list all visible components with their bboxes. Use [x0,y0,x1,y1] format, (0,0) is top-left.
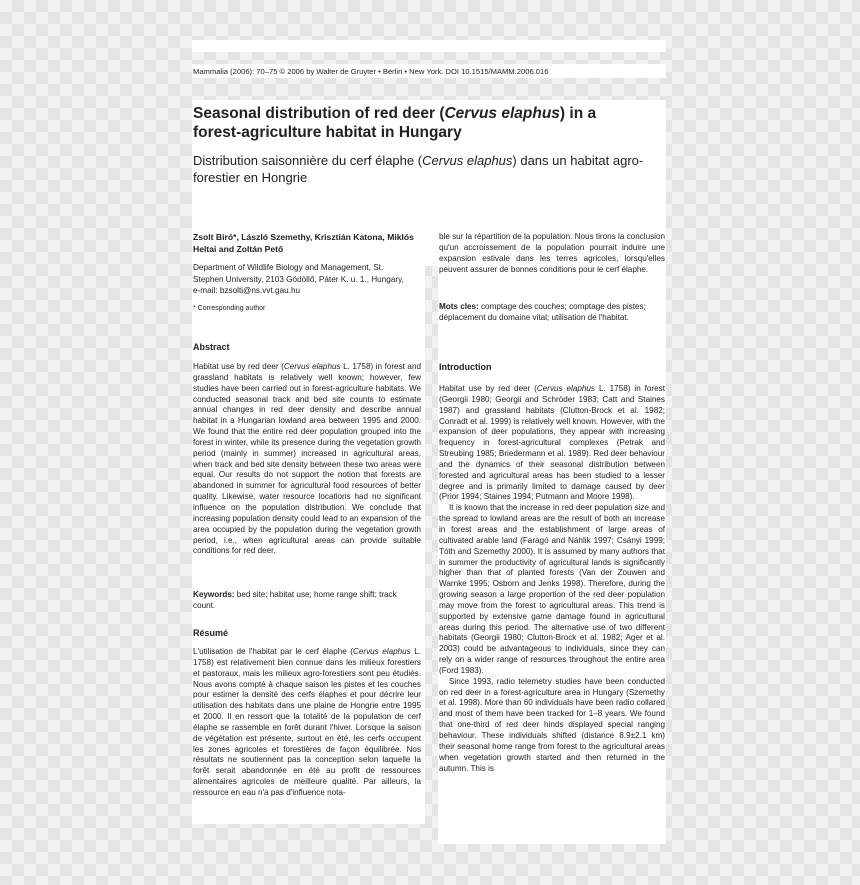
mots-cles: Mots cles: comptage des couches; comptage des pistes; déplacement du domaine vital; utilisation de l'habitat. [439,302,646,322]
paper-title: Seasonal distribution of red deer (Cervus elaphus) in a forest-agriculture habitat in Hungary [193,105,597,141]
left-column [192,226,425,824]
journal-citation: Mammalia (2006): 70–75 © 2006 by Walter de Gruyter • Berlin • New York. DOI 10.1515/MAMM.2006.016 [193,67,549,76]
abstract-heading: Abstract [193,342,230,352]
resume-text: L'utilisation de l'habitat par le cerf élaphe (Cervus elaphus L. 1758) est relativement bien connue dans les milieux forestiers et pastoraux, mais les milieux agro-forestiers sont peu étudiés. Nous avons compté à chaque saison les pistes et les couches pour estimer la densité des cerfs élaphes et pour décrire leur utilisation des habitats dans une plaine de Hongrie entre 1995 et 2000. Il en ressort que la totalité de la population de cerf élaphe se rassemble en forêt durant l'hiver. Lorsque la saison de végétation est présente, surtout en été, les cerfs occupent les zones agricoles et forestières de façon équilibrée. Nos résultats ne soutiennent pas la conception selon laquelle la forêt serait abandonnée en été au profit de ressources alimentaires agricoles de meilleure qualité. Par ailleurs, la ressource en eau n'a pas d'influence nota- [193,647,421,797]
intro-paragraph-1: Habitat use by red deer (Cervus elaphus L. 1758) in forest (Georgii 1980; Georgii and Schröder 1983; Catt and Staines 1987) and grassland habitats (Clutton-Brock et al. 1982; Conradt et al. 1999) is relatively well known. However, with the expansion of deer populations, they appear with increasing frequency in forest-agricultural complexes (Petrak and Streubing 1985; Briedermann et al. 1989). Red deer behaviour and the dynamics of their seasonal distribution between forested and agricultural areas has been studied to a lesser degree and is primarily limited to damage caused by deer (Prior 1994; Staines 1994; Putmann and Moore 1998). [439,384,665,502]
paper-page [192,40,666,846]
resume-heading: Résumé [193,628,229,638]
keywords: Keywords: bed site; habitat use; home range shift; track count. [193,590,397,610]
top-strip [192,40,666,52]
affiliation: Department of Wildlife Biology and Management, St. Stephen University, 2103 Gödöllő, Páter K. u. 1., Hungary, e-mail: bzsolti@ns.vvt.gau.hu [193,263,404,295]
author-list: Zsolt Biró*, László Szemethy, Krisztián Katona, Miklós Heltai and Zoltán Pető [193,232,414,254]
resume-continuation: ble sur la répartition de la population. Nous tirons la conclusion qu'un accroissement de la population pourrait induire une expansion estivale dans les terres agricoles, lorsqu'elles peuvent assurer de bonnes conditions pour le cerf élaphe. [439,232,665,274]
introduction-heading: Introduction [439,362,492,372]
abstract-text: Habitat use by red deer (Cervus elaphus L. 1758) in forest and grassland habitats is relatively well known; however, few studies have been carried out in forest-agriculture habitats. We conducted seasonal track and bed site counts to estimate annual changes in red deer density and describe annual habitat in a Hungarian lowland area between 1995 and 2000. We found that the entire red deer population grouped into the forest in winter, while its presence during the vegetation growth period (mainly in summer) increased in agricultural areas, when track and bed site density between these two areas were equal. Our results do not support the notion that forests are abandoned in summer for agricultural food resources of better quality. Likewise, water resource locations had no significant influence on the population distribution. We conclude that increasing population density could lead to an expansion of the area occupied by the population during the vegetation growth period, i.e., when agricultural areas can provide suitable conditions for red deer. [193,362,421,556]
intro-paragraph-2: It is known that the increase in red deer population size and the spread to lowland areas are the result of both an increase in forest areas and the establishment of large areas of cultivated arable land (Faragó and Náhlik 1997; Csányi 1999; Tóth and Szemethy 2000). It is assumed by many authors that in summer the productivity of agricultural lands is significantly higher than that of planted forests (Van der Zouwen and Warnke 1995; Osborn and Jenks 1998). Therefore, during the growing season a large proportion of the red deer population may move from the forest to agricultural areas. This trend is supported by extensive game damage found in agricultural areas during this period. The alternative use of two different habitats (Georgii 1980; Clutton-Brock et al. 1982; Ager et al. 2003) could be advantageous to individuals, since they can rely on a wider range of resources throughout the entire area (Ford 1983). [439,503,665,675]
right-column [438,226,666,844]
header-block [192,64,666,78]
paper-subtitle: Distribution saisonnière du cerf élaphe (Cervus elaphus) dans un habitat agro-forestier en Hongrie [193,153,644,185]
corresponding-author-note: * Corresponding author [193,305,266,312]
intro-paragraph-3: Since 1993, radio telemetry studies have been conducted on red deer in a forest-agriculture area in Hungary (Szemethy et al. 1998). More than 60 individuals have been radio collared and most of them have been tracked for 1–8 years. We found that one-third of red deer hinds displayed special ranging behaviour. These individuals shifted (distance 8.9±2.1 km) their seasonal home range from forest to the agricultural areas when vegetation growth started and then returned in the autumn. This is [439,676,665,773]
introduction-text [439,384,665,774]
